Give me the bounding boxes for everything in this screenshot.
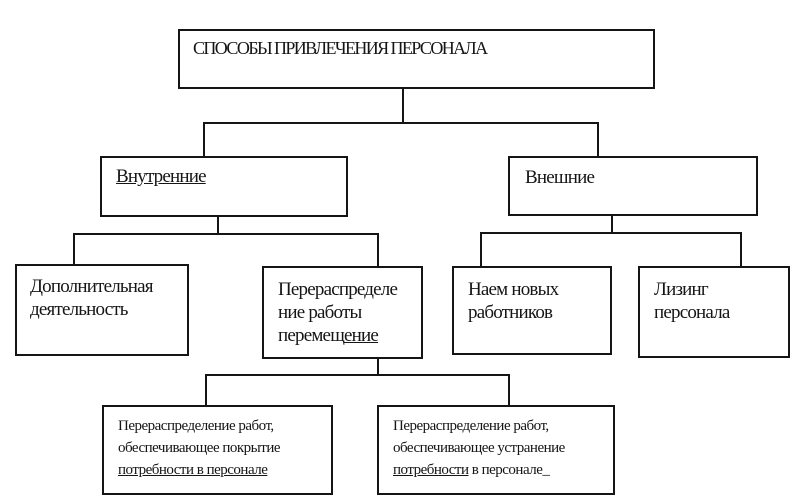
coverage-line1: Перераспределение работ,	[118, 418, 274, 434]
connector-additional-drop	[73, 233, 75, 264]
title-box	[178, 29, 655, 89]
redistribution-line3-underlined: ение	[344, 325, 379, 346]
redistribution-box	[262, 266, 423, 359]
elimination-line1: Перераспределение работ,	[393, 418, 549, 434]
additional-activity-box	[15, 264, 189, 356]
connector-internal-drop	[203, 122, 205, 156]
additional-activity-line1: Дополнительная	[30, 276, 153, 297]
connector-internal-horizontal	[73, 233, 379, 235]
connector-external-stem	[611, 216, 613, 233]
redistribution-line1: Перераспределе	[278, 279, 398, 300]
hiring-line2: работников	[468, 302, 553, 323]
connector-title-stem	[402, 89, 404, 123]
external-label: Внешние	[525, 167, 595, 188]
hiring-line1: Наем новых	[468, 279, 559, 300]
connector-external-horizontal	[480, 232, 742, 234]
connector-leasing-drop	[740, 232, 742, 266]
coverage-line3	[118, 459, 327, 481]
elimination-line3-plain: в персонале_	[468, 462, 550, 478]
external-box	[508, 156, 758, 216]
connector-hiring-drop	[480, 232, 482, 266]
connector-redistribution-drop	[377, 233, 379, 266]
redistribution-line3	[278, 324, 417, 347]
connector-bottom-horizontal	[205, 374, 510, 376]
connector-external-drop	[597, 122, 599, 156]
elimination-line3	[393, 459, 609, 481]
title-label: СПОСОБЫ ПРИВЛЕЧЕНИЯ ПЕРСОНАЛА	[193, 38, 487, 58]
connector-elimination-drop	[508, 374, 510, 405]
additional-activity-line2: деятельность	[30, 299, 128, 320]
leasing-line1: Лизинг	[654, 279, 708, 300]
hiring-box	[452, 266, 612, 355]
leasing-line2: персонала	[654, 302, 730, 323]
redistribution-line2: ние работы	[278, 302, 362, 323]
elimination-line3-underlined: потребности	[393, 462, 469, 478]
redistribution-line3-plain: перемещ	[278, 325, 345, 346]
internal-box	[100, 156, 348, 217]
coverage-line2: обеспечивающее покрытие	[118, 440, 281, 456]
coverage-line3-underlined: потребности в персонале	[118, 462, 268, 478]
connector-top-horizontal	[203, 122, 599, 124]
leasing-box	[638, 266, 790, 358]
elimination-box	[377, 405, 615, 495]
coverage-box	[102, 405, 333, 495]
connector-redistribution-stem	[377, 359, 379, 375]
internal-label: Внутренние	[116, 166, 206, 187]
connector-coverage-drop	[205, 374, 207, 405]
elimination-line2: обеспечивающее устранение	[393, 440, 565, 456]
